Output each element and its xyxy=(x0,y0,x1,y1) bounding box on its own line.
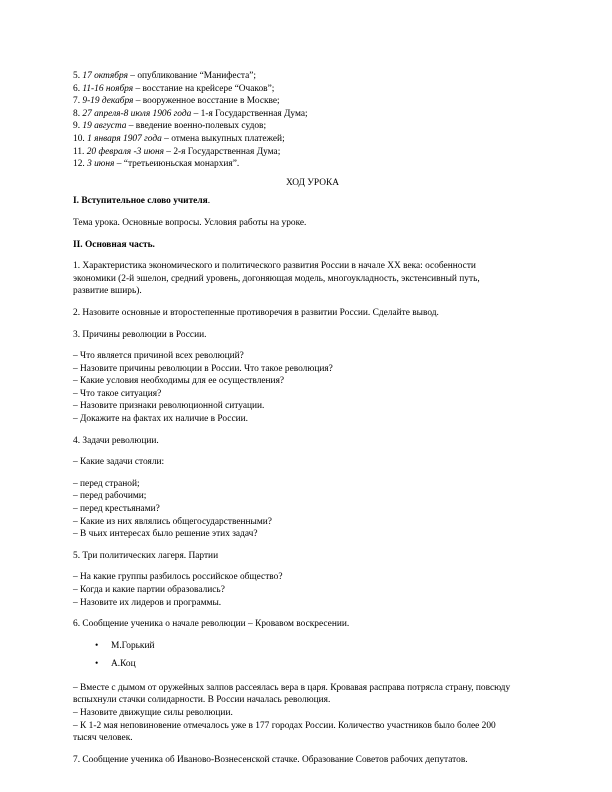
question-item: – Какие из них являлись общегосударственными? xyxy=(73,516,272,527)
question-item: – В чьих интересах было решение этих задач? xyxy=(73,529,258,540)
date-item xyxy=(73,83,552,96)
paragraph-line: – К 1-2 мая неповиновение отмечалось уже в 177 городах России. Количество участников было более 200 xyxy=(73,720,496,731)
paragraph-6: 6. Сообщение ученика о начале революции – Кровавом воскресении. xyxy=(73,619,350,630)
question-item: – Назовите причины революции в России. Что такое революция? xyxy=(73,363,333,374)
paragraph-4-question: – Какие задачи стояли: xyxy=(73,457,165,468)
paragraph-line: развитие вширь). xyxy=(73,286,142,297)
author-list xyxy=(73,637,552,673)
list-item-text: М.Горький xyxy=(111,640,155,651)
item-date: 20 февраля -3 июня xyxy=(86,146,164,157)
item-text: – восстание на крейсере “Очаков”; xyxy=(133,83,275,94)
date-item xyxy=(73,108,552,121)
date-item xyxy=(73,95,552,108)
question-item: – На какие группы разбилось российское общество? xyxy=(73,572,283,583)
paragraph-line: – Вместе с дымом от оружейных залпов рассеялась вера в царя. Кровавая расправа потрясла страну, повсюду xyxy=(73,682,511,693)
question-item: – Что такое ситуация? xyxy=(73,388,162,399)
item-number: 11. xyxy=(73,146,85,157)
dates-list xyxy=(73,70,552,171)
bullet-icon: • xyxy=(95,658,99,669)
item-date: 11-16 ноября xyxy=(82,83,134,94)
question-item: – перед страной; xyxy=(73,478,140,489)
item-text: – введение военно-полевых судов; xyxy=(126,121,267,132)
item-number: 7. xyxy=(73,96,81,107)
item-date: 3 июня xyxy=(87,159,115,170)
paragraph-5: 5. Три политических лагеря. Партии xyxy=(73,550,219,561)
list-item-text: А.Коц xyxy=(111,658,136,669)
paragraph-7: 7. Сообщение ученика об Иваново-Вознесенской стачке. Образование Советов рабочих депутатов. xyxy=(73,754,468,765)
item-date: 9-19 декабря xyxy=(82,96,134,107)
question-item: – Докажите на фактах их наличие в России. xyxy=(73,414,248,425)
paragraph-1 xyxy=(73,260,552,298)
paragraph-3: 3. Причины революции в России. xyxy=(73,329,207,340)
questions-3 xyxy=(73,350,552,426)
item-text: – 1-я Государственная Дума; xyxy=(191,108,308,119)
item-text: – отмена выкупных платежей; xyxy=(161,133,285,144)
item-date: 17 октября xyxy=(82,71,128,81)
question-item: – перед крестьянами? xyxy=(73,504,160,515)
list-item xyxy=(95,655,552,673)
item-text: – опубликование “Манифеста”; xyxy=(127,71,257,81)
item-number: 6. xyxy=(73,83,81,94)
paragraph-6-body xyxy=(73,682,552,745)
item-text: – 2-я Государственная Дума; xyxy=(163,146,281,157)
date-item xyxy=(73,120,552,133)
lesson-heading: ХОД УРОКА xyxy=(285,177,340,188)
item-text: – “третьеиюньская монархия”. xyxy=(114,159,240,170)
item-text: – вооруженное восстание в Москве; xyxy=(133,96,280,107)
section-title-text: I. Вступительное слово учителя xyxy=(73,196,208,207)
paragraph-2: 2. Назовите основные и второстепенные противоречия в развитии России. Сделайте вывод. xyxy=(73,307,439,318)
date-item xyxy=(73,146,552,159)
section-1-text: Тема урока. Основные вопросы. Условия работы на уроке. xyxy=(73,217,307,228)
date-item xyxy=(73,70,552,83)
paragraph-line: экономики (2-й эшелон, средний уровень, догоняющая модель, многоукладность, экстенсивный путь, xyxy=(73,273,480,284)
question-item: – Когда и какие партии образовались? xyxy=(73,585,225,595)
questions-4 xyxy=(73,478,552,541)
list-item xyxy=(95,637,552,655)
section-2-title: II. Основная часть. xyxy=(73,239,155,250)
date-item xyxy=(73,158,552,171)
date-item xyxy=(73,133,552,146)
paragraph-line: тысяч человек. xyxy=(73,733,133,744)
section-title-tail: . xyxy=(207,196,211,207)
item-date: 1 января 1907 года xyxy=(87,133,162,144)
question-item: – Какие условия необходимы для ее осуществления? xyxy=(73,376,285,387)
item-number: 12. xyxy=(73,159,85,170)
question-item: – Что является причиной всех революций? xyxy=(73,351,244,362)
paragraph-line: 1. Характеристика экономического и политического развития России в начале XX века: особенности xyxy=(73,261,476,272)
paragraph-line: – Назовите движущие силы революции. xyxy=(73,707,233,718)
item-number: 10. xyxy=(73,133,85,144)
questions-5 xyxy=(73,571,552,609)
question-item: – Назовите их лидеров и программы. xyxy=(73,597,222,608)
item-date: 27 апреля-8 июля 1906 года xyxy=(82,108,192,119)
bullet-icon: • xyxy=(95,640,99,651)
item-number: 8. xyxy=(73,108,81,119)
paragraph-4: 4. Задачи революции. xyxy=(73,435,159,446)
item-number: 5. xyxy=(73,71,81,81)
section-1-title xyxy=(73,195,552,208)
paragraph-line: вспыхнули стачки солидарности. В России началась революция. xyxy=(73,695,331,706)
item-number: 9. xyxy=(73,121,81,132)
question-item: – перед рабочими; xyxy=(73,491,147,502)
item-date: 19 августа xyxy=(82,121,127,132)
question-item: – Назовите признаки революционной ситуации. xyxy=(73,401,265,412)
